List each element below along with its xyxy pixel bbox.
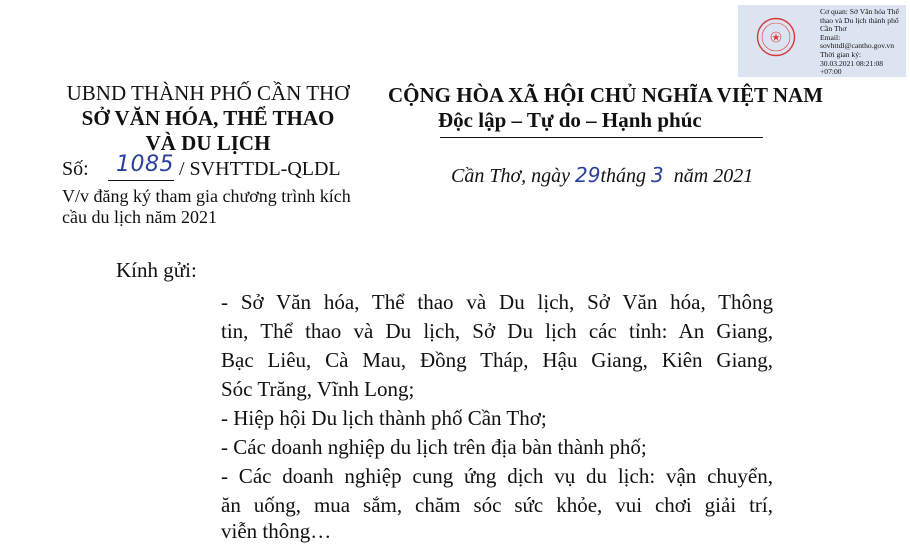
subject-line-2: cầu du lịch năm 2021 — [62, 207, 217, 227]
official-seal-icon — [756, 17, 796, 57]
document-number-label: Số: — [62, 158, 89, 180]
date-prefix: Cần Thơ, ngày — [451, 165, 571, 187]
signature-details — [820, 8, 906, 77]
signature-agency: Cơ quan: Sở Văn hóa Thể thao và Du lịch thành phố Cần Thơ — [820, 7, 899, 34]
greeting: Kính gửi: — [116, 258, 197, 282]
department-line-2: VÀ DU LỊCH — [145, 131, 271, 155]
document-number-underline — [108, 180, 174, 181]
recipient-line: - Các doanh nghiệp cung ứng dịch vụ du lịch: vận chuyển, — [221, 464, 773, 488]
department-line-1: SỞ VĂN HÓA, THỂ THAO — [81, 106, 335, 130]
document-number-handwritten: 1085 — [116, 152, 174, 177]
recipient-line: ăn uống, mua sắm, chăm sóc sức khỏe, vui chơi giải trí, — [221, 493, 773, 517]
date-year: năm 2021 — [673, 165, 754, 187]
national-title: CỘNG HÒA XÃ HỘI CHỦ NGHĨA VIỆT NAM — [388, 83, 824, 107]
recipient-line: Sóc Trăng, Vĩnh Long; — [221, 377, 415, 401]
recipient-line: Bạc Liêu, Cà Mau, Đồng Tháp, Hậu Giang, Kiên Giang, — [221, 348, 773, 372]
signature-time: 30.03.2021 08:21:08 +07:00 — [820, 58, 884, 77]
signature-time-label: Thời gian ký: — [820, 49, 862, 59]
recipient-line: - Sở Văn hóa, Thể thao và Du lịch, Sở Văn hóa, Thông — [221, 290, 773, 314]
issuing-agency: UBND THÀNH PHỐ CẦN THƠ — [66, 81, 350, 105]
recipient-line: - Các doanh nghiệp du lịch trên địa bàn thành phố; — [221, 435, 647, 459]
motto-underline — [440, 137, 763, 138]
date-line — [451, 163, 753, 188]
recipient-line: viễn thông… — [221, 519, 332, 543]
digital-signature-box — [738, 5, 906, 77]
signature-email: sovhttdl@cantho.gov.vn — [820, 41, 894, 51]
date-month-label: tháng — [600, 165, 647, 187]
document-number-suffix: / SVHTTDL-QLDL — [179, 158, 341, 180]
recipient-line: tin, Thể thao và Du lịch, Sở Du lịch các tỉnh: An Giang, — [221, 319, 773, 343]
national-motto: Độc lập – Tự do – Hạnh phúc — [438, 108, 702, 132]
date-month-handwritten: 3 — [651, 163, 664, 187]
date-day-handwritten: 29 — [575, 163, 601, 187]
signature-email-label: Email: — [820, 32, 841, 42]
recipient-line: - Hiệp hội Du lịch thành phố Cần Thơ; — [221, 406, 547, 430]
subject-line-1: V/v đăng ký tham gia chương trình kích — [62, 186, 351, 206]
